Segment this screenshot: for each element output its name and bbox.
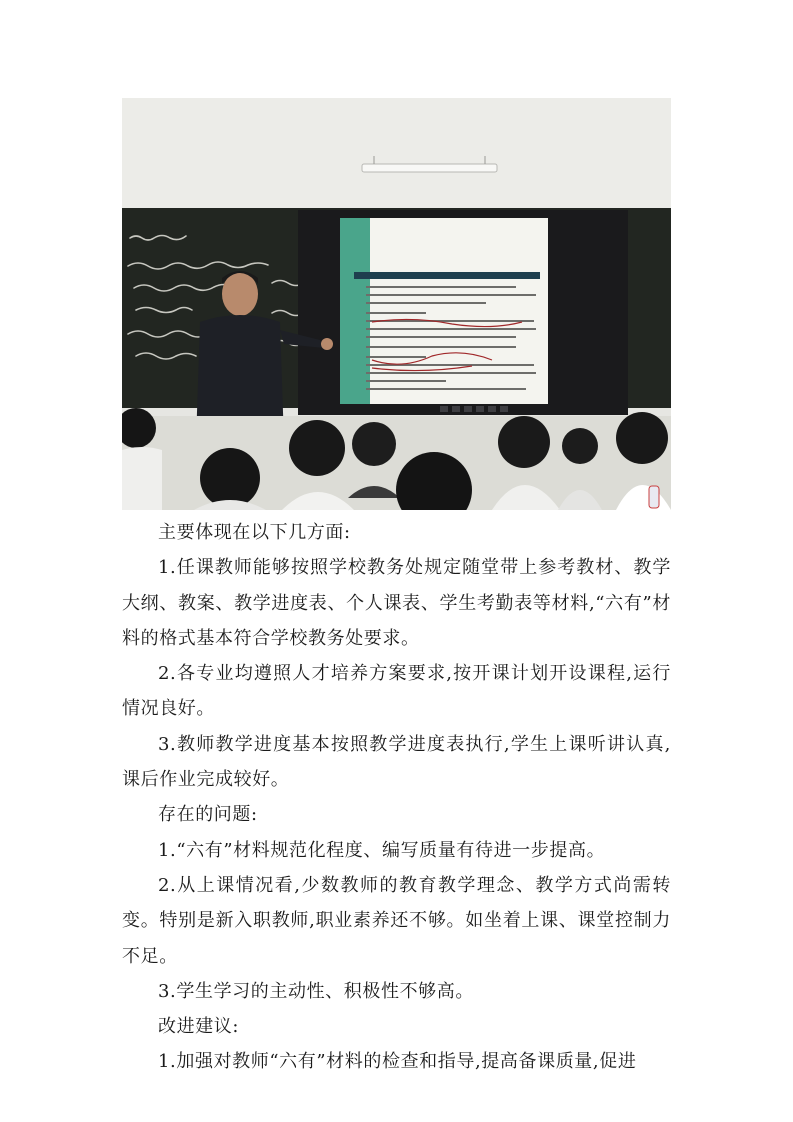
classroom-photo bbox=[122, 98, 671, 510]
paragraph-item: 3.教师教学进度基本按照教学进度表执行,学生上课听讲认真,课后作业完成较好。 bbox=[122, 733, 671, 791]
paragraph-item: 1.“六有”材料规范化程度、编写质量有待进一步提高。 bbox=[158, 839, 606, 861]
paragraph-intro: 主要体现在以下几方面: bbox=[158, 522, 351, 543]
students bbox=[122, 408, 671, 510]
paragraph-item: 2.从上课情况看,少数教师的教育教学理念、教学方式尚需转变。特别是新入职教师,职业素养还不够。如坐着上课、课堂控制力不足。 bbox=[122, 874, 671, 967]
section-heading-problems: 存在的问题: bbox=[158, 804, 258, 826]
projector-screen bbox=[298, 210, 628, 415]
paragraph-item: 3.学生学习的主动性、积极性不够高。 bbox=[158, 980, 474, 1002]
section-heading-suggestions: 改进建议: bbox=[158, 1016, 240, 1038]
paragraph-item: 2.各专业均遵照人才培养方案要求,按开课计划开设课程,运行情况良好。 bbox=[122, 663, 671, 720]
document-body bbox=[122, 515, 671, 1080]
paragraph-item: 1.任课教师能够按照学校教务处规定随堂带上参考教材、教学大纲、教案、教学进度表、个人课表、学生考勤表等材料,“六有”材料的格式基本符合学校教务处要求。 bbox=[122, 557, 671, 649]
paragraph-item: 1.加强对教师“六有”材料的检查和指导,提高备课质量,促进 bbox=[158, 1051, 637, 1073]
